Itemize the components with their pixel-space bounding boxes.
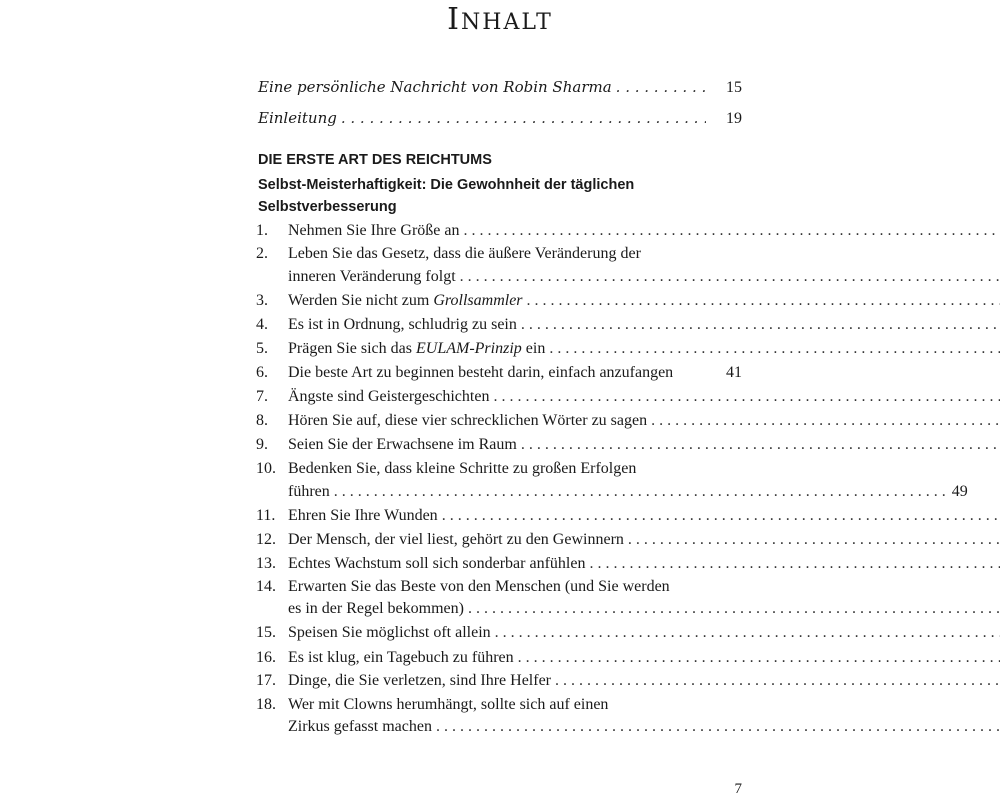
leader-dots — [495, 624, 1000, 642]
entry-title-post: ein — [521, 340, 546, 357]
entry-number: 10. — [256, 460, 276, 477]
entry-title-line1: Erwarten Sie das Beste von den Menschen (und Sie werden — [288, 578, 670, 595]
section-heading: DIE ERSTE ART DES REICHTUMS — [258, 152, 492, 168]
entry-title: Seien Sie der Erwachsene im Raum — [288, 436, 517, 453]
entry-title-emphasis: EULAM-Prinzip — [415, 340, 522, 357]
entry-title-line1: Leben Sie das Gesetz, dass die äußere Veränderung der — [288, 245, 641, 262]
entry-number: 13. — [256, 555, 276, 572]
entry-page: 41 — [726, 364, 742, 381]
toc-entry-continued[interactable] — [258, 483, 968, 501]
toc-entry[interactable] — [258, 316, 742, 334]
toc-entry-page: 19 — [726, 110, 742, 127]
leader-dots — [341, 109, 706, 127]
entry-title-line2: führen — [288, 483, 330, 500]
entry-title-line2: es in der Regel bekommen) — [288, 600, 464, 617]
leader-dots — [651, 412, 1000, 430]
entry-title-emphasis: Grollsammler — [433, 292, 523, 309]
toc-entry[interactable] — [258, 412, 742, 430]
toc-entry[interactable] — [258, 245, 742, 263]
entry-title: Hören Sie auf, diese vier schrecklichen Wörter zu sagen — [288, 412, 648, 429]
entry-number: 4. — [256, 316, 268, 333]
entry-number: 8. — [256, 412, 268, 429]
entry-title-line1: Bedenken Sie, dass kleine Schritte zu großen Erfolgen — [288, 460, 637, 477]
section-subheading-line2: Selbstverbesserung — [258, 199, 397, 215]
toc-intro-entry[interactable] — [258, 109, 742, 128]
leader-dots — [464, 222, 1000, 240]
entry-title: Es ist in Ordnung, schludrig zu sein — [288, 316, 517, 333]
toc-entry-label: Einleitung — [258, 109, 337, 127]
leader-dots — [460, 268, 1000, 286]
toc-entry[interactable] — [258, 436, 742, 454]
entry-title-line2: inneren Veränderung folgt — [288, 268, 456, 285]
entry-title-pre: Prägen Sie sich das — [288, 340, 416, 357]
leader-dots — [628, 531, 1000, 549]
entry-number: 6. — [256, 364, 268, 381]
entry-title: Dinge, die Sie verletzen, sind Ihre Helfer — [288, 672, 552, 689]
entry-number: 2. — [256, 245, 268, 262]
entry-title: Es ist klug, ein Tagebuch zu führen — [288, 649, 514, 666]
title-rest: NHALT — [461, 10, 553, 35]
toc-entry-label: Eine persönliche Nachricht von Robin Sharma — [258, 78, 612, 96]
leader-dots — [518, 649, 1000, 667]
toc-entry-continued[interactable] — [258, 268, 742, 286]
entry-number: 14. — [256, 578, 276, 595]
toc-entry-continued[interactable] — [258, 600, 742, 618]
entry-number: 12. — [256, 531, 276, 548]
toc-entry[interactable] — [258, 340, 742, 358]
leader-dots — [555, 672, 1000, 690]
toc-intro-entry[interactable] — [258, 78, 742, 97]
leader-dots — [521, 436, 1000, 454]
entry-title: Ängste sind Geistergeschichten — [288, 388, 490, 405]
entry-title: Echtes Wachstum soll sich sonderbar anfühlen — [288, 555, 586, 572]
entry-number: 16. — [256, 649, 276, 666]
toc-entry[interactable] — [258, 292, 742, 310]
toc-entry[interactable] — [258, 507, 742, 525]
toc-entry[interactable] — [258, 555, 742, 573]
toc-entry[interactable] — [258, 696, 742, 714]
entry-number: 1. — [256, 222, 268, 239]
entry-number: 15. — [256, 624, 276, 641]
toc-entry[interactable] — [258, 578, 742, 596]
toc-entry-page: 15 — [726, 79, 742, 96]
leader-dots — [549, 340, 1000, 358]
page-number: 7 — [734, 781, 742, 797]
toc-entry[interactable] — [258, 624, 742, 642]
entry-title: Ehren Sie Ihre Wunden — [288, 507, 438, 524]
entry-number: 9. — [256, 436, 268, 453]
leader-dots — [436, 718, 1000, 736]
entry-number: 17. — [256, 672, 276, 689]
title-initial: I — [447, 2, 462, 37]
leader-dots — [442, 507, 1000, 525]
toc-entry[interactable] — [258, 672, 742, 690]
toc-entry[interactable] — [258, 460, 742, 478]
leader-dots — [527, 292, 1000, 310]
toc-entry[interactable] — [258, 364, 742, 382]
entry-title-pre: Werden Sie nicht zum — [288, 292, 434, 309]
toc-entry-continued[interactable] — [258, 718, 742, 736]
toc-entry[interactable] — [258, 649, 742, 667]
entry-title: Speisen Sie möglichst oft allein — [288, 624, 491, 641]
entry-number: 3. — [256, 292, 268, 309]
page-title — [0, 2, 1000, 37]
section-subheading-line1: Selbst-Meisterhaftigkeit: Die Gewohnheit der täglichen — [258, 177, 635, 193]
entry-number: 11. — [256, 507, 276, 524]
leader-dots — [589, 555, 1000, 573]
leader-dots — [521, 316, 1000, 334]
entry-title-line2: Zirkus gefasst machen — [288, 718, 432, 735]
toc-entry[interactable] — [258, 388, 742, 406]
entry-title: Der Mensch, der viel liest, gehört zu den Gewinnern — [288, 531, 624, 548]
leader-dots — [616, 78, 706, 96]
entry-title: Die beste Art zu beginnen besteht darin, einfach anzufangen — [288, 364, 674, 381]
leader-dots — [493, 388, 1000, 406]
entry-title: Nehmen Sie Ihre Größe an — [288, 222, 460, 239]
entry-page: 49 — [951, 483, 968, 500]
toc-entry[interactable] — [258, 531, 742, 549]
entry-number: 18. — [256, 696, 276, 713]
entry-number: 5. — [256, 340, 268, 357]
leader-dots — [334, 483, 946, 501]
leader-dots — [468, 600, 1000, 618]
entry-number: 7. — [256, 388, 268, 405]
entry-title-line1: Wer mit Clowns herumhängt, sollte sich auf einen — [288, 696, 609, 713]
toc-entry[interactable] — [258, 222, 742, 240]
